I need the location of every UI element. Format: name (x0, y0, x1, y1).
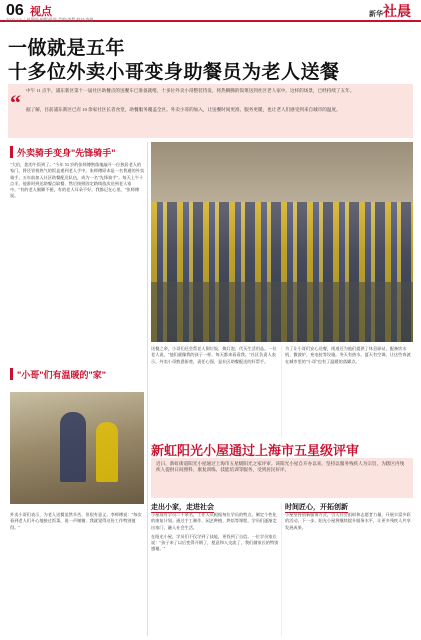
story2-column-left: 小屋现有学员二十余名，工作人员根据每位学员的特点，制定个性化的康复计划。通过手工制作、园艺种植、烘焙等课程，学员们逐渐走出家门，融入社会生活。 在阳光小屋，学员们不仅学到了技能，更找到了自信。一位学员家长说："孩子来了以后变得开朗了，愿意和人交流了，我们做家长的特别感谢。" (151, 512, 279, 552)
section-name: 视点 (30, 6, 52, 18)
subheading-vanguard-riders: 外卖骑手变身"先锋骑手" (10, 146, 144, 158)
column-divider (147, 142, 148, 636)
brand-logo: 新华社晨 (369, 5, 411, 20)
story2-column-right: 小屋坚持创新服务方式，引入社会组织和志愿者力量，开展丰富多彩的活动。下一步，阳光小屋将继续提升服务水平，让更多残疾人共享发展成果。 (285, 512, 411, 530)
story2-subheading-left: 走出小家，走进社会 (151, 504, 214, 511)
photo-delivery-riders (151, 142, 413, 342)
story2-lead: 近日，新虹街道阳光小屋通过上海市五星级阳光之家评审。该阳光小屋自开办以来，坚持以服务残疾人为宗旨，为辖区内残疾人提供日间照料、康复训练、技能培训等服务，受到居民好评。 (156, 461, 405, 473)
body-column-3: 为了让小哥们安心送餐，街道还为他们提供了休息驿站，配备饮水机、微波炉、充电桩等设施。冬天有热水，夏天有空调，让这些奔波在城市里的"小哥"也有了温暖的落脚点。 (285, 346, 411, 364)
story2-title: 新虹阳光小屋通过上海市五星级评审 (151, 443, 360, 458)
lead-paragraph-1: 中午 11 点半，浦东新区第十一届社区助餐点的送餐车已准备就绪，十多位外卖小哥整装待发，将热腾腾的饭菜送到社区老人家中。这样的场景，已经持续了五年。 (26, 88, 355, 93)
headline-line-2: 十多位外卖小哥变身助餐员为老人送餐 (8, 62, 340, 83)
body-column-2: 送餐之余，小哥们还会帮老人倒垃圾、换灯泡、代买生活用品。一位老人说，"他们就像我的孩子一样，每天都来看看我。"社区负责人表示，外卖小哥熟悉街巷，责任心强，是社区助餐配送的好帮手。 (151, 346, 277, 364)
page-number: 06 (6, 2, 24, 19)
dateline: 2023.1.5 ｜星期四 编辑/陈凯 美编/李慧 校对/李倩 (6, 17, 94, 22)
column-divider-2 (281, 346, 282, 438)
story2-column-left-extra: 在阳光小屋，学员们不仅学到了技能，更找到了自信。一位学员家长说："孩子来了以后变得开朗了，愿意和人交流了，我们做家长的特别感谢。" (151, 533, 279, 552)
photo-figure-2 (96, 422, 118, 482)
page-header (0, 0, 421, 22)
quote-mark-icon: “ (10, 90, 21, 115)
photo-elder-with-rider (10, 392, 144, 504)
column-divider-3 (281, 502, 282, 636)
photo-figure-1 (60, 412, 86, 482)
story2-subheading-right: 时间匠心，开拓创新 (285, 504, 348, 511)
headline-line-1: 一做就是五年 (8, 38, 126, 59)
body-column-1: "大伯，您的午饭到了。"今年 53 岁的张师傅熟练地敲开一位独居老人的家门，将还冒着热气的饭盒递到老人手中。张师傅原本是一名普通的外卖骑手，五年前加入社区助餐配送队伍，成为一名"先锋骑手"。每天上午十点半，他准时到达助餐点取餐，然后按照固定路线依次送到老人家中。"有的老人腿脚不便，有的老人耳朵不好，我都记在心里。"张师傅说。 (10, 162, 144, 199)
lead-paragraph-2: 据了解，目前浦东新区已有 10 余家社区长者食堂，助餐服务覆盖全区。外卖小哥的加入，让送餐时间更准、服务更暖，也让老人们感受到来自城市的温度。 (26, 107, 341, 112)
photo-road-layer (151, 282, 413, 342)
subheading-warm-home: "小哥"们有温暖的"家" (10, 368, 144, 380)
body-column-4: 外卖小哥们表示，为老人送餐虽然辛苦，但很有意义。李师傅说："每次看到老人们开心地接过饭菜，说一声谢谢，我就觉得这份工作特别值得。" (10, 512, 142, 530)
